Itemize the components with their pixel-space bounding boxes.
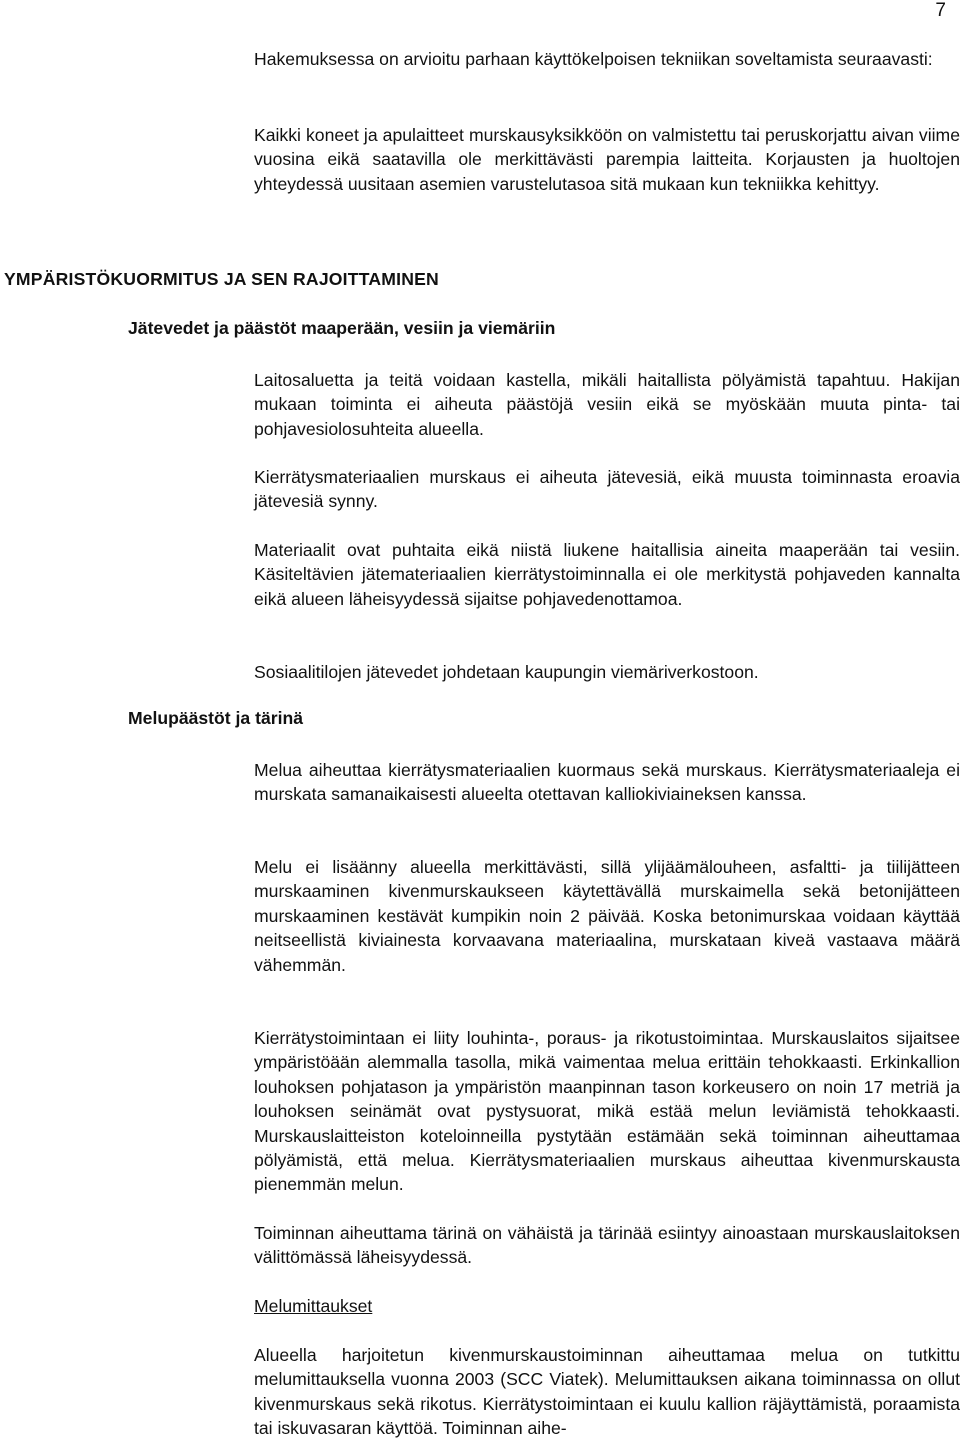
section-title: YMPÄRISTÖKUORMITUS JA SEN RAJOITTAMINEN — [4, 269, 439, 289]
noise-paragraph-5: Alueella harjoitetun kivenmurskaustoiminnan aiheuttamaa melua on tutkittu melumittauksella vuonna 2003 (SCC Viatek). Melumittauksen aikana toiminnassa on ollut kivenmurskaus sekä rikotus. Kierrätystoimintaan ei kuulu kallion räjäyttämistä, poraamista tai iskuvasaran käyttöä. Toiminnan aihe- — [254, 1345, 960, 1439]
intro-paragraph-bat: Hakemuksessa on arvioitu parhaan käyttökelpoisen tekniikan soveltamista seuraavasti: — [254, 49, 933, 69]
wastewater-paragraph-2: Kierrätysmateriaalien murskaus ei aiheuta jätevesiä, eikä muusta toiminnasta eroavia jätevesiä synny. — [254, 467, 960, 512]
intro-paragraph-equipment: Kaikki koneet ja apulaitteet murskausyksikköön on valmistettu tai peruskorjattu aivan viime vuosina eikä saatavilla ole merkittävästi parempia laitteita. Korjausten ja huoltojen yhteydessä uusitaan asemien varustelutasoa sitä mukaan kun tekniikka kehittyy. — [254, 125, 960, 194]
wastewater-paragraph-3: Materiaalit ovat puhtaita eikä niistä liukene haitallisia aineita maaperään tai vesiin. Käsiteltävien jätemateriaalien kierrätystoiminnalla ei ole merkitystä pohjaveden kannalta eikä alueen läheisyydessä sijaitse pohjavedenottamoa. — [254, 540, 960, 609]
wastewater-paragraph-4: Sosiaalitilojen jätevedet johdetaan kaupungin viemäriverkostoon. — [254, 662, 759, 682]
intro-block-2 — [254, 123, 960, 196]
noise-heading: Melupäästöt ja tärinä — [128, 708, 304, 728]
wastewater-p3-block — [254, 538, 960, 611]
noise-p5-block — [254, 1343, 960, 1441]
measurements-heading: Melumittaukset — [254, 1296, 373, 1316]
noise-p3-block — [254, 1026, 960, 1197]
noise-p4-block — [254, 1221, 960, 1270]
noise-p2-block — [254, 855, 960, 977]
intro-block — [254, 47, 960, 71]
wastewater-p1-block — [254, 368, 960, 441]
measurements-heading-block — [254, 1294, 960, 1318]
wastewater-heading: Jätevedet ja päästöt maaperään, vesiin ja viemäriin — [128, 318, 556, 338]
noise-paragraph-2: Melu ei lisäänny alueella merkittävästi, sillä ylijäämälouheen, asfaltti- ja tiilijätteen murskaaminen kivenmurskaukseen käytettävällä murskaimella sekä betonijätteen murskaaminen kestävät kumpikin noin 2 päivää. Koska betonimurskaa voidaan käyttää neitseellistä kiviainesta korvaavana materiaalina, murskataan kiveä vastaava määrä vähemmän. — [254, 857, 960, 975]
noise-paragraph-3: Kierrätystoimintaan ei liity louhinta-, poraus- ja rikotustoimintaa. Murskauslaitos sijaitsee ympäristöään alemmalla tasolla, mikä vaimentaa melua erittäin tehokkaasti. Erkinkallion louhoksen pohjatason ja ympäristön maanpinnan tason korkeusero on noin 17 metriä ja louhoksen seinämät ovat pystysuorat, mikä estää melun leviämistä tehokkaasti. Murskauslaitteiston koteloinneilla pystytään estämään sekä toiminnan aiheuttamaa pölyämistä, että melua. Kierrätysmateriaalien murskaus aiheuttaa kivenmurskausta pienemmän melun. — [254, 1028, 960, 1195]
wastewater-p2-block — [254, 465, 960, 514]
noise-paragraph-4: Toiminnan aiheuttama tärinä on vähäistä ja tärinää esiintyy ainoastaan murskauslaitoksen välittömässä läheisyydessä. — [254, 1223, 960, 1268]
noise-p1-block — [254, 758, 960, 807]
noise-paragraph-1: Melua aiheuttaa kierrätysmateriaalien kuormaus sekä murskaus. Kierrätysmateriaaleja ei murskata samanaikaisesti alueelta otettavan kalliokiviaineksen kanssa. — [254, 760, 960, 805]
page-number: 7 — [935, 0, 946, 21]
wastewater-p4-block — [254, 660, 960, 684]
wastewater-paragraph-1: Laitosaluetta ja teitä voidaan kastella, mikäli haitallista pölyämistä tapahtuu. Hakijan mukaan toiminta ei aiheuta päästöjä vesiin eikä se myöskään muuta pinta- tai pohjavesiolosuhteita alueella. — [254, 370, 960, 439]
